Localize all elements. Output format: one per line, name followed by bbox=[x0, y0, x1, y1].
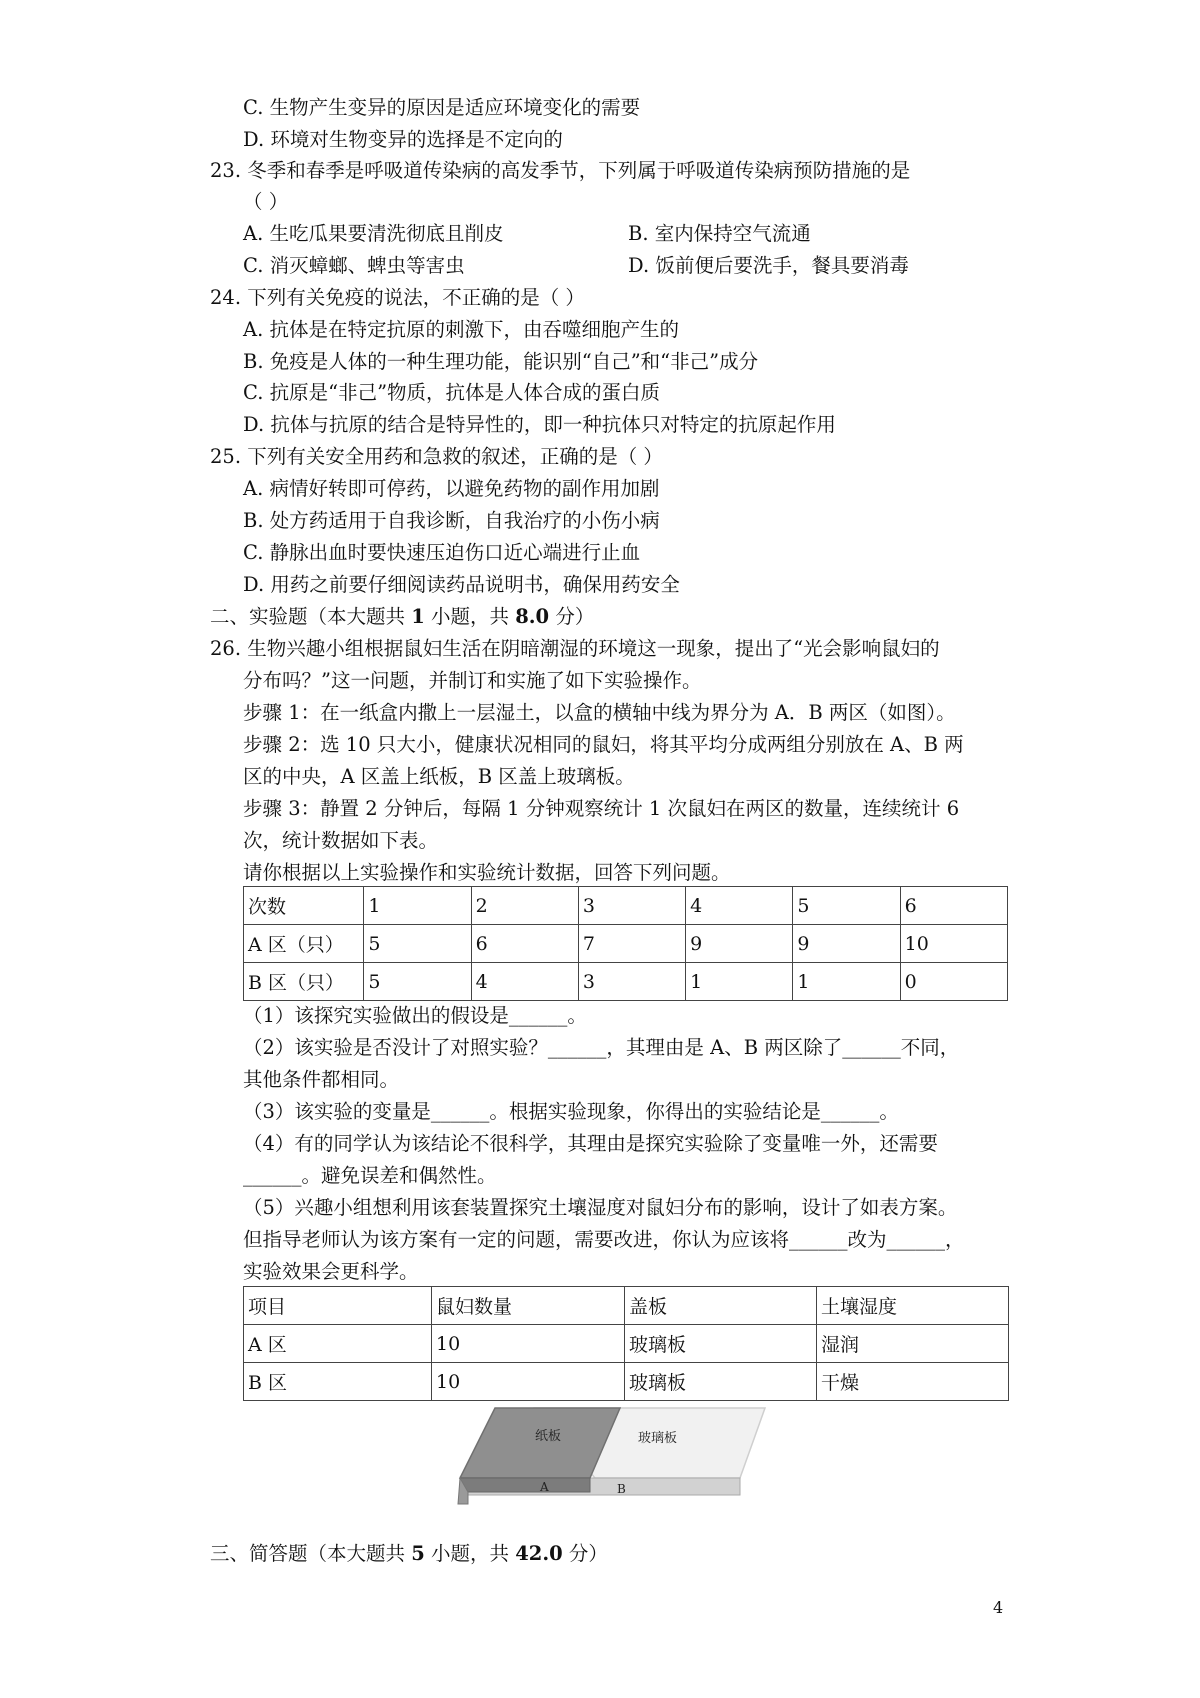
q23-option-d: D. 饭前便后要洗手，餐具要消毒 bbox=[628, 254, 909, 277]
q24-stem: 24. 下列有关免疫的说法，不正确的是（ ） bbox=[210, 286, 585, 309]
table-cell: 次数 bbox=[244, 887, 364, 925]
table-cell: 1 bbox=[793, 963, 900, 1001]
table-row bbox=[244, 1363, 1009, 1401]
q26-sub-4: （4）有的同学认为该结论不很科学，其理由是探究实验除了变量唯一外，还需要 bbox=[243, 1132, 938, 1155]
section-3-heading bbox=[210, 1544, 608, 1564]
q25-option-c: C. 静脉出血时要快速压迫伤口近心端进行止血 bbox=[243, 541, 641, 564]
q22-option-d: D. 环境对生物变异的选择是不定向的 bbox=[243, 128, 563, 151]
q25-stem: 25. 下列有关安全用药和急救的叙述，正确的是（ ） bbox=[210, 445, 663, 468]
table-cell: 5 bbox=[793, 887, 900, 925]
section-2-title-pre: 二、实验题（本大题共 bbox=[210, 605, 412, 628]
table-cell: 鼠妇数量 bbox=[432, 1287, 625, 1325]
table-row bbox=[244, 887, 1008, 925]
q26-step-2-cont: 区的中央，A 区盖上纸板，B 区盖上玻璃板。 bbox=[243, 765, 635, 788]
section-3-count: 5 bbox=[411, 1542, 425, 1565]
experiment-box-figure bbox=[440, 1400, 770, 1505]
table-cell: 玻璃板 bbox=[625, 1363, 817, 1401]
table-cell: 3 bbox=[578, 963, 685, 1001]
q26-line-2: 分布吗？”这一问题，并制订和实施了如下实验操作。 bbox=[243, 669, 702, 692]
q26-sub-1: （1）该探究实验做出的假设是______。 bbox=[243, 1004, 587, 1027]
table-cell: A 区 bbox=[244, 1325, 432, 1363]
q22-option-c: C. 生物产生变异的原因是适应环境变化的需要 bbox=[243, 96, 641, 119]
q26-sub-3: （3）该实验的变量是______。根据实验现象，你得出的实验结论是______。 bbox=[243, 1100, 899, 1123]
table-cell: 10 bbox=[900, 925, 1007, 963]
table-cell: 1 bbox=[364, 887, 471, 925]
table-cell: 干燥 bbox=[817, 1363, 1009, 1401]
q26-sub-5-cont: 但指导老师认为该方案有一定的问题，需要改进，你认为应该将______改为______， bbox=[243, 1228, 965, 1251]
q26-step-3-cont: 次，统计数据如下表。 bbox=[243, 829, 439, 852]
section-2-title-mid: 小题，共 bbox=[424, 605, 516, 628]
section-2-score: 8.0 bbox=[515, 605, 550, 628]
q26-sub-2-cont: 其他条件都相同。 bbox=[243, 1068, 400, 1091]
q26-step-1: 步骤 1：在一纸盒内撒上一层湿土，以盒的横轴中线为界分为 A．B 两区（如图）。 bbox=[243, 701, 956, 724]
q24-option-a: A. 抗体是在特定抗原的刺激下，由吞噬细胞产生的 bbox=[243, 318, 679, 341]
table-cell: 2 bbox=[471, 887, 578, 925]
page-number: 4 bbox=[993, 1598, 1004, 1617]
mouse-count-table bbox=[243, 886, 1008, 1001]
q26-sub-5-end: 实验效果会更科学。 bbox=[243, 1260, 419, 1283]
q23-option-a: A. 生吃瓜果要清洗彻底且削皮 bbox=[243, 222, 504, 245]
q25-option-b: B. 处方药适用于自我诊断，自我治疗的小伤小病 bbox=[243, 509, 660, 532]
table-cell: 5 bbox=[364, 925, 471, 963]
zone-b-label: B bbox=[617, 1482, 626, 1496]
section-2-count: 1 bbox=[411, 605, 425, 628]
table-cell: 4 bbox=[471, 963, 578, 1001]
table-cell: 土壤湿度 bbox=[817, 1287, 1009, 1325]
table-cell: 9 bbox=[793, 925, 900, 963]
table-cell: 10 bbox=[432, 1363, 625, 1401]
q24-option-c: C. 抗原是“非己”物质，抗体是人体合成的蛋白质 bbox=[243, 381, 661, 404]
table-cell: B 区 bbox=[244, 1363, 432, 1401]
table-row bbox=[244, 1325, 1009, 1363]
table-cell: 9 bbox=[686, 925, 793, 963]
paper-board-label: 纸板 bbox=[535, 1429, 562, 1444]
section-3-score: 42.0 bbox=[515, 1542, 563, 1565]
table-cell: 3 bbox=[578, 887, 685, 925]
table-row bbox=[244, 925, 1008, 963]
section-2-heading bbox=[210, 607, 594, 627]
q23-stem: 23. 冬季和春季是呼吸道传染病的高发季节，下列属于呼吸道传染病预防措施的是 bbox=[210, 159, 911, 182]
table-cell: 5 bbox=[364, 963, 471, 1001]
q23-option-c: C. 消灭蟑螂、蜱虫等害虫 bbox=[243, 254, 465, 277]
q25-option-a: A. 病情好转即可停药，以避免药物的副作用加剧 bbox=[243, 477, 660, 500]
q26-instruction: 请你根据以上实验操作和实验统计数据，回答下列问题。 bbox=[243, 861, 731, 884]
q24-option-d: D. 抗体与抗原的结合是特异性的，即一种抗体只对特定的抗原起作用 bbox=[243, 413, 836, 436]
q25-option-d: D. 用药之前要仔细阅读药品说明书，确保用药安全 bbox=[243, 573, 680, 596]
section-3-title-mid: 小题，共 bbox=[424, 1542, 516, 1565]
table-cell: B 区（只） bbox=[244, 963, 364, 1001]
q26-sub-2: （2）该实验是否没计了对照实验？______，其理由是 A、B 两区除了______不同， bbox=[243, 1036, 960, 1059]
q26-sub-5: （5）兴趣小组想利用该套装置探究土壤湿度对鼠妇分布的影响，设计了如表方案。 bbox=[243, 1196, 958, 1219]
section-3-title-pre: 三、简答题（本大题共 bbox=[210, 1542, 412, 1565]
q26-line-1: 26. 生物兴趣小组根据鼠妇生活在阴暗潮湿的环境这一现象，提出了“光会影响鼠妇的 bbox=[210, 637, 940, 660]
humidity-plan-table bbox=[243, 1286, 1009, 1401]
q26-step-3: 步骤 3：静置 2 分钟后，每隔 1 分钟观察统计 1 次鼠妇在两区的数量，连续统计 6 bbox=[243, 797, 960, 820]
zone-a-label: A bbox=[540, 1480, 549, 1494]
table-row bbox=[244, 1287, 1009, 1325]
table-cell: 4 bbox=[686, 887, 793, 925]
table-cell: 湿润 bbox=[817, 1325, 1009, 1363]
glass-board-label: 玻璃板 bbox=[638, 1431, 678, 1446]
table-cell: 1 bbox=[686, 963, 793, 1001]
table-cell: 项目 bbox=[244, 1287, 432, 1325]
table-cell: 10 bbox=[432, 1325, 625, 1363]
q23-paren: （ ） bbox=[243, 190, 289, 213]
q26-sub-4-cont: ______。避免误差和偶然性。 bbox=[243, 1164, 497, 1187]
table-cell: 6 bbox=[471, 925, 578, 963]
section-2-title-post: 分） bbox=[549, 605, 595, 628]
paper-board-edge bbox=[460, 1478, 590, 1492]
q26-step-2: 步骤 2：选 10 只大小，健康状况相同的鼠妇，将其平均分成两组分别放在 A、B 两 bbox=[243, 733, 964, 756]
table-cell: 玻璃板 bbox=[625, 1325, 817, 1363]
q23-option-b: B. 室内保持空气流通 bbox=[628, 222, 811, 245]
table-cell: A 区（只） bbox=[244, 925, 364, 963]
table-cell: 盖板 bbox=[625, 1287, 817, 1325]
table-cell: 6 bbox=[900, 887, 1007, 925]
table-cell: 7 bbox=[578, 925, 685, 963]
table-cell: 0 bbox=[900, 963, 1007, 1001]
table-row bbox=[244, 963, 1008, 1001]
section-3-title-post: 分） bbox=[562, 1542, 608, 1565]
q24-option-b: B. 免疫是人体的一种生理功能，能识别“自己”和“非己”成分 bbox=[243, 350, 759, 373]
